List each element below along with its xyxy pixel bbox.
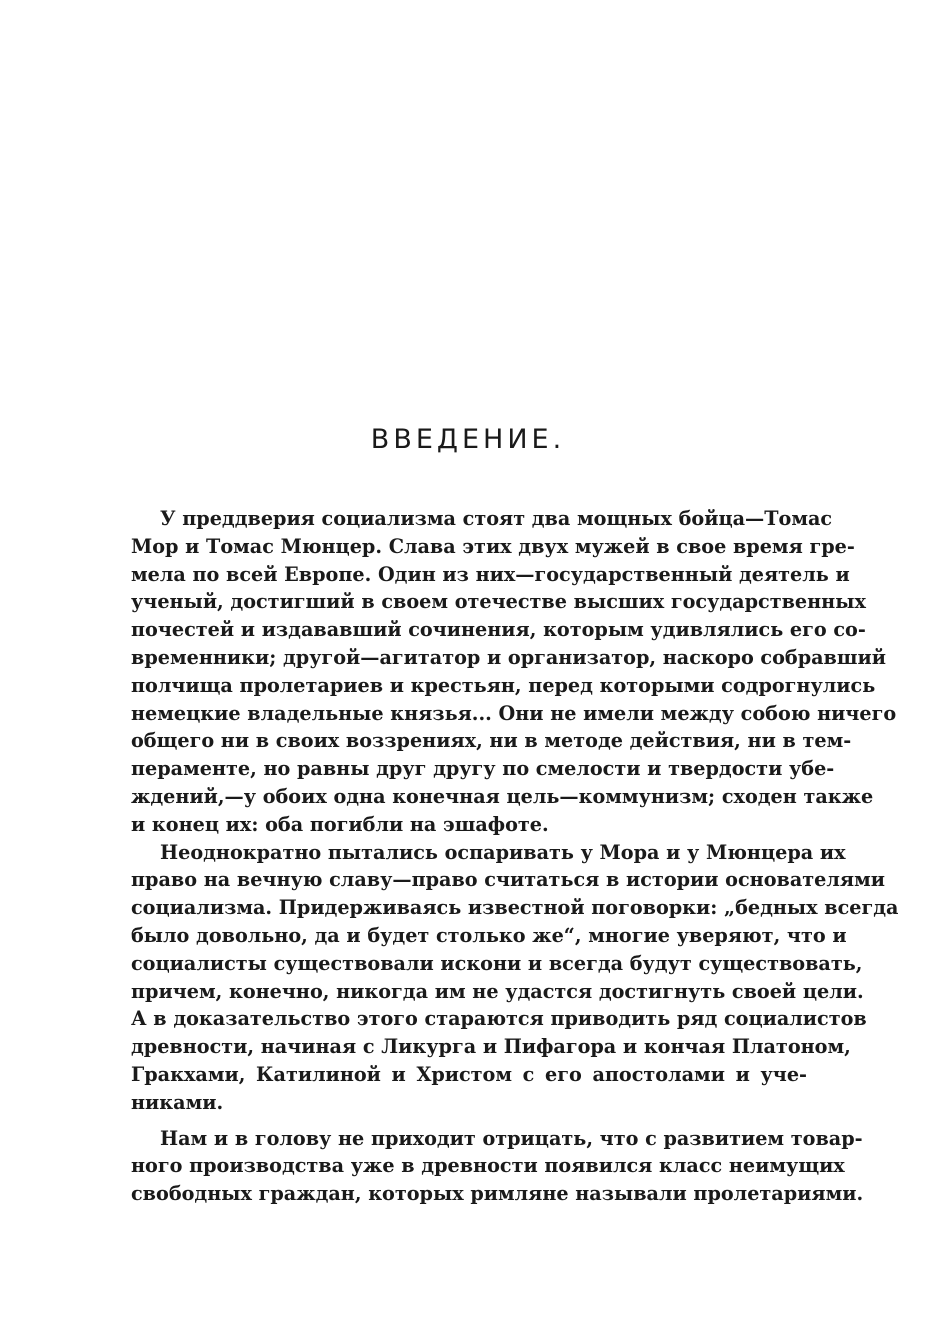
paragraph-2-line: причем, конечно, никогда им не удастся достигнуть своей цели. xyxy=(131,979,864,1003)
paragraph-1-line: мела по всей Европе. Один из них—государственный деятель и xyxy=(131,562,850,586)
paragraph-2-line: никами. xyxy=(131,1090,224,1114)
paragraph-2-line: социализма. Придерживаясь известной поговорки: „бедных всегда xyxy=(131,896,899,920)
paragraph-1-line: У преддверия социализма стоят два мощных бойца—Томас xyxy=(160,507,833,530)
paragraph-2-line: древности, начиная с Ликурга и Пифагора и кончая Платоном, xyxy=(131,1035,851,1059)
paragraph-1-line: немецкие владельные князья... Они не имели между собою ничего xyxy=(131,701,897,725)
paragraph-2-line: А в доказательство этого стараются приводить ряд социалистов xyxy=(131,1007,867,1031)
paragraph-1-line: почестей и издававший сочинения, которым удивлялись его со- xyxy=(131,618,866,642)
paragraph-1-line: полчища пролетариев и крестьян, перед которыми содрогнулись xyxy=(131,673,876,697)
paragraph-1-line: ученый, достигший в своем отечестве высших государственных xyxy=(131,590,866,614)
paragraph-1-line: общего ни в своих воззрениях, ни в методе действия, ни в тем- xyxy=(131,729,852,753)
paragraph-2-line: Гракхами, Катилиной и Христом с его апостолами и уче- xyxy=(131,1062,807,1086)
paragraph-1-line: и конец их: оба погибли на эшафоте. xyxy=(131,812,549,836)
paragraph-2-line: было довольно, да и будет столько же“, многие уверяют, что и xyxy=(131,923,847,947)
paragraph-1-line: пераменте, но равны друг другу по смелости и твердости убе- xyxy=(131,757,835,781)
chapter-title: ВВЕДЕНИЕ. xyxy=(370,424,566,455)
paragraph-1-line: Мор и Томас Мюнцер. Слава этих двух мужей в свое время гре- xyxy=(131,534,855,558)
paragraph-3-line: ного производства уже в древности появился класс неимущих xyxy=(131,1154,845,1178)
paragraph-3-line: свободных граждан, которых римляне называли пролетариями. xyxy=(131,1182,864,1206)
paragraph-1-line: ждений,—у обоих одна конечная цель—коммунизм; сходен также xyxy=(131,784,874,808)
paragraph-2-line: Неоднократно пытались оспаривать у Мора и у Мюнцера их xyxy=(160,840,846,864)
paragraph-gap xyxy=(131,1117,807,1125)
paragraph-3-line: Нам и в голову не приходит отрицать, что с развитием товар- xyxy=(160,1126,863,1150)
paragraph-1-line: временники; другой—агитатор и организатор, наскоро собравший xyxy=(131,645,886,669)
paragraph-2-line: социалисты существовали искони и всегда будут существовать, xyxy=(131,951,863,975)
paragraph-2-line: право на вечную славу—право считаться в истории основателями xyxy=(131,868,885,892)
body-text xyxy=(131,505,899,1208)
